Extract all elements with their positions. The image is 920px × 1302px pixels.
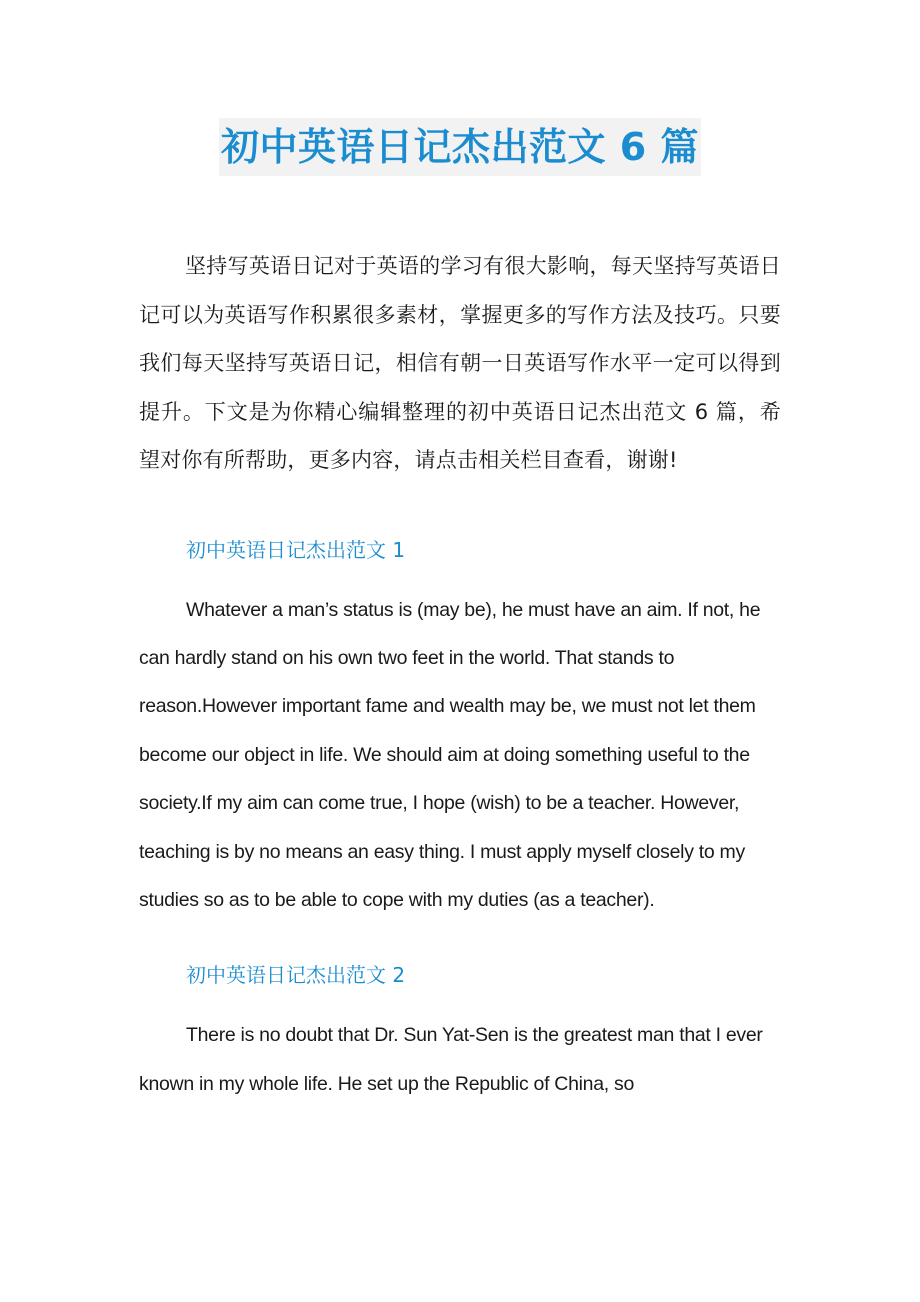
document-title: 初中英语日记杰出范文 6 篇 xyxy=(219,118,701,176)
section-heading-2: 初中英语日记杰出范文 2 xyxy=(186,963,406,988)
intro-paragraph: 坚持写英语日记对于英语的学习有很大影响，每天坚持写英语日记可以为英语写作积累很多素材，掌握更多的写作方法及技巧。只要我们每天坚持写英语日记，相信有朝一日英语写作水平一定可以得到提升。下文是为你精心编辑整理的初中英语日记杰出范文 6 篇，希望对你有所帮助，更多内容，请点击相关栏目查看，谢谢! xyxy=(139,254,781,472)
document-body xyxy=(139,242,781,1108)
title-container xyxy=(0,118,920,176)
section-body-1: Whatever a man’s status is (may be), he must have an aim. If not, he can hardly stand on his own two feet in the world. That stands to reason.However important fame and wealth may be, we must not let them become our object in life. We should aim at doing something useful to the society.If my aim can come true, I hope (wish) to be a teacher. However, teaching is by no means an easy thing. I must apply myself closely to my studies so as to be able to cope with my duties (as a teacher). xyxy=(139,598,761,911)
section-heading-1: 初中英语日记杰出范文 1 xyxy=(186,537,406,562)
section-body-2: There is no doubt that Dr. Sun Yat-Sen is the greatest man that I ever known in my whole life. He set up the Republic of China, so xyxy=(139,1024,763,1095)
